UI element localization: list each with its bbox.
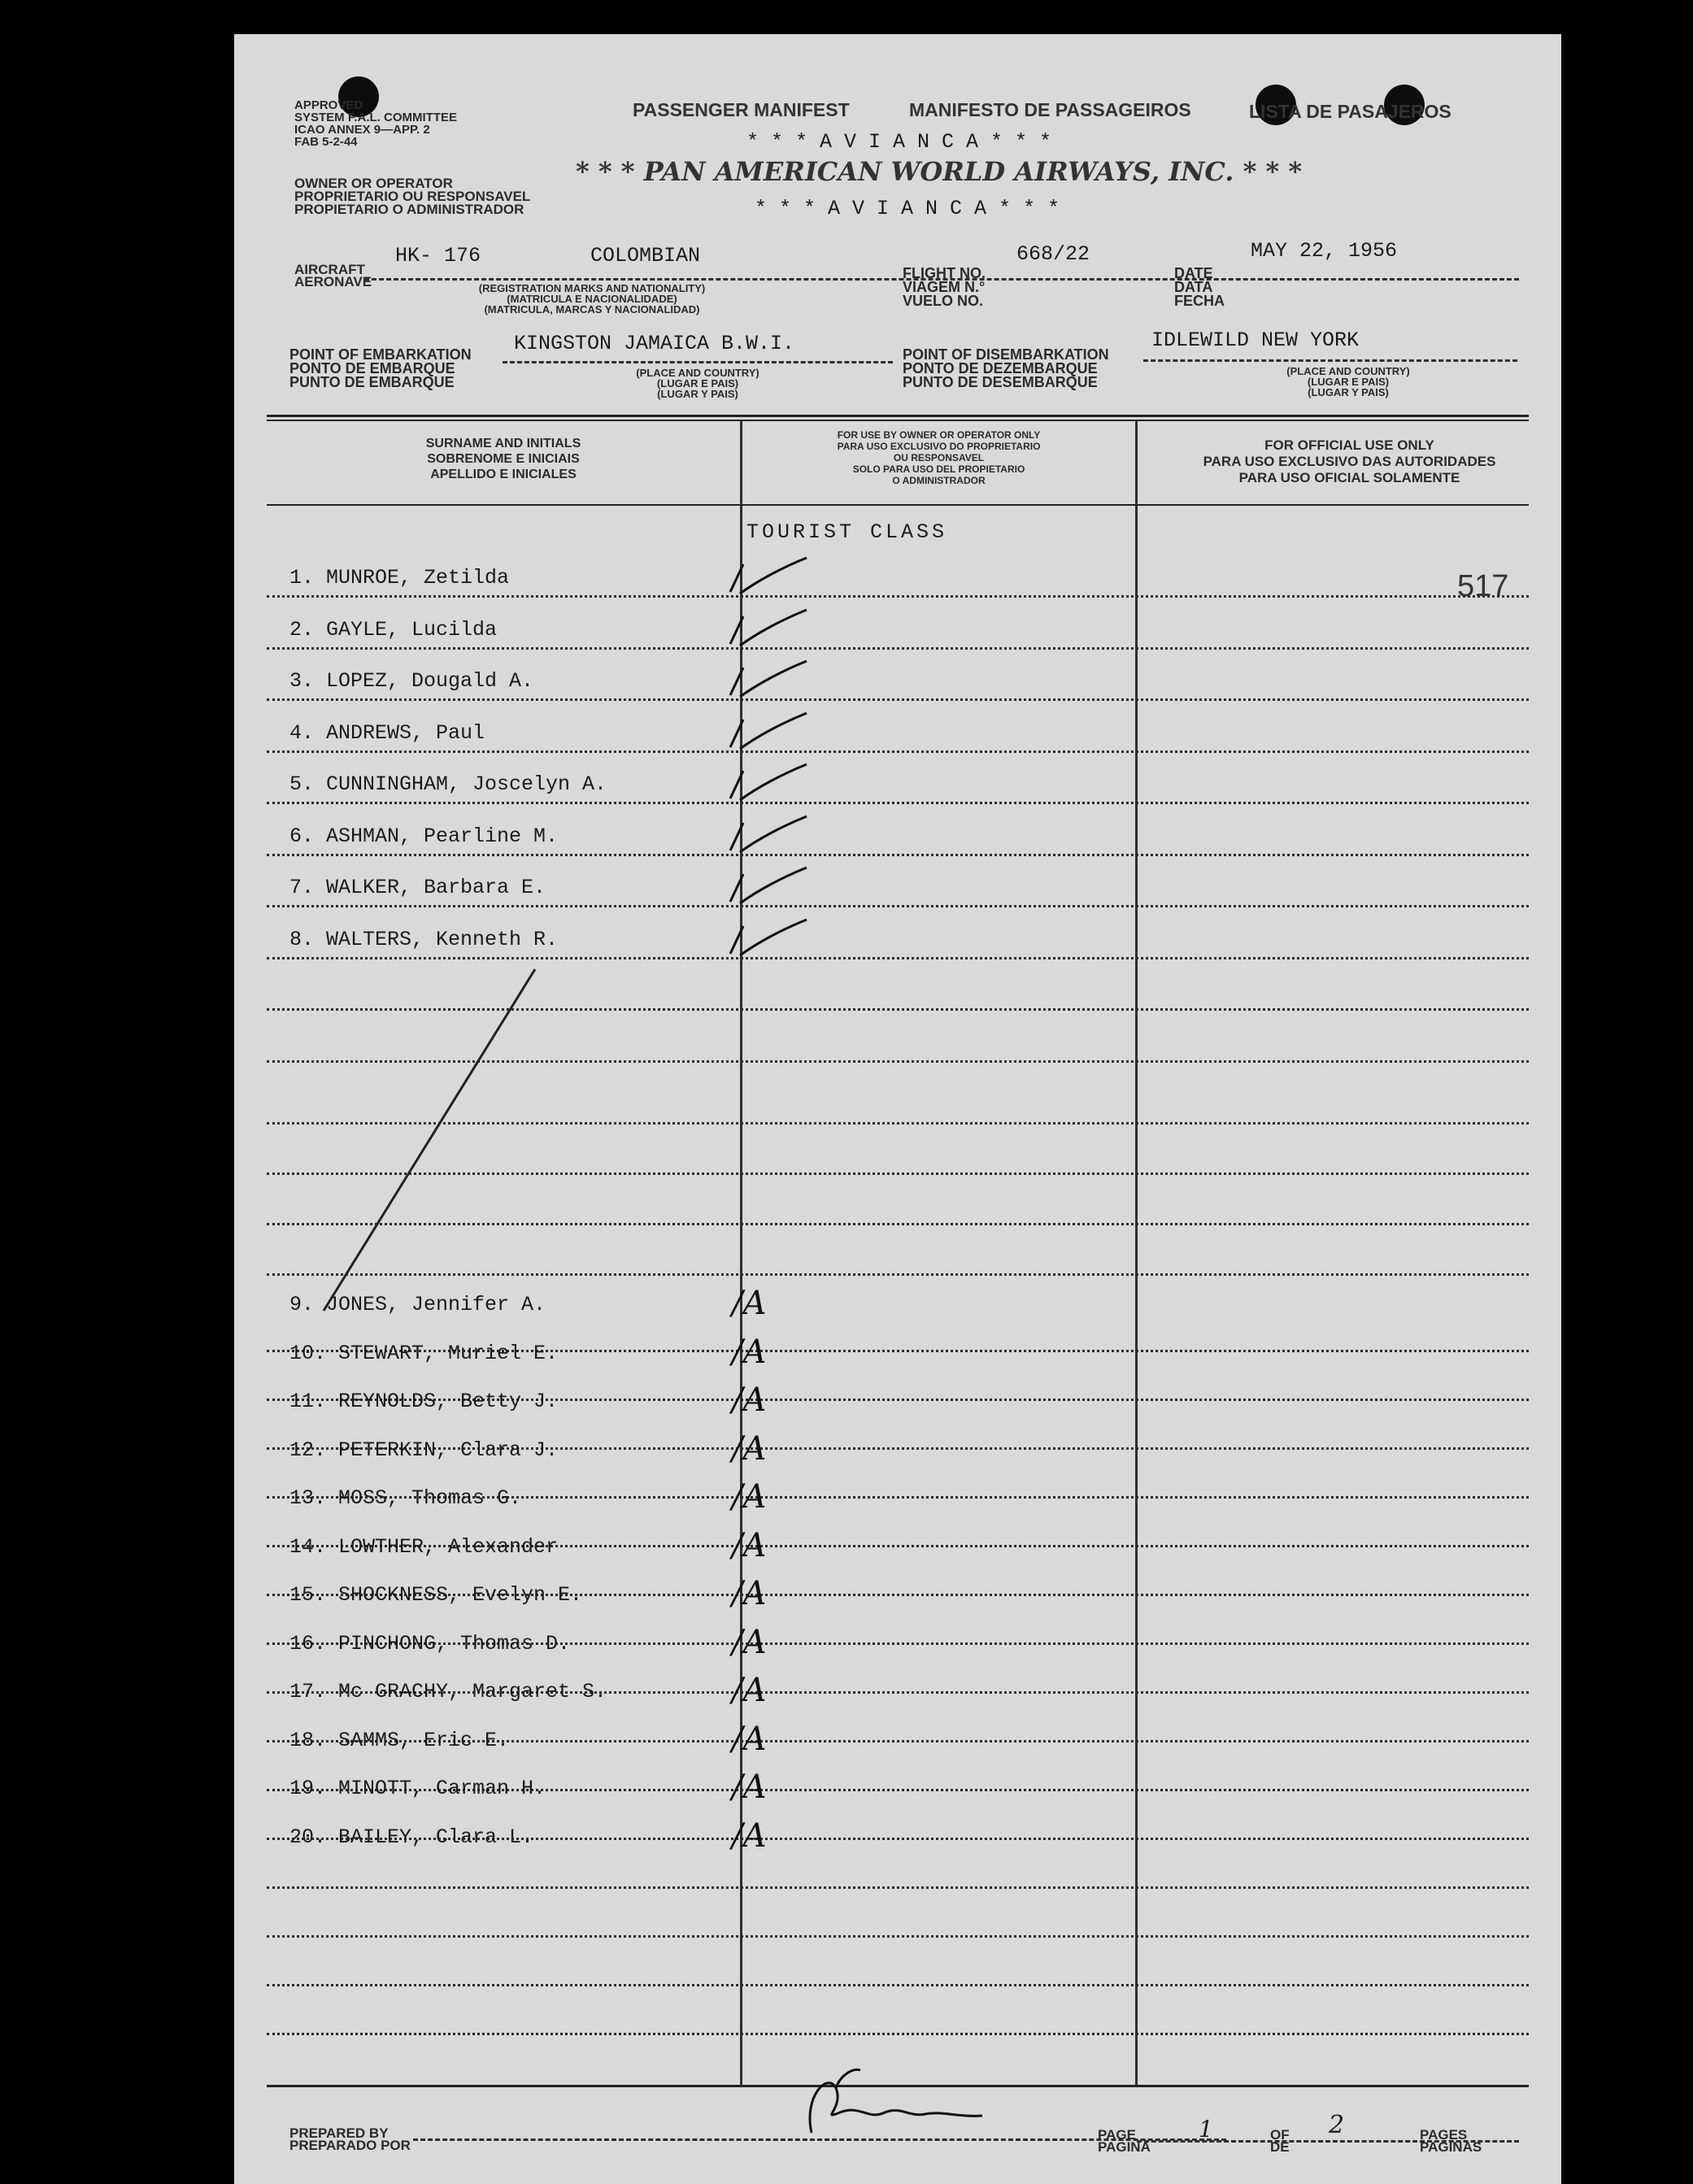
- official-number: 517: [1457, 569, 1509, 603]
- prepared-by-label: [289, 2127, 411, 2151]
- manifest-paper: [234, 34, 1561, 2184]
- passenger-name: 16. PINCHONG, Thomas D.: [289, 1631, 571, 1655]
- table-top-rule: [267, 415, 1529, 417]
- passenger-name: 15. SHOCKNESS, Evelyn E.: [289, 1583, 583, 1607]
- header-line: SURNAME AND INITIALS: [425, 437, 581, 450]
- passenger-row: [234, 1381, 1561, 1422]
- passenger-name: 17. Mc GRACHY, Margaret S.: [289, 1680, 607, 1703]
- owner-label: OWNER OR OPERATOR: [294, 176, 453, 191]
- header-line: PARA USO OFICIAL SOLAMENTE: [1238, 470, 1460, 485]
- passenger-row: [234, 1623, 1561, 1664]
- owner-mark: /A: [732, 1285, 767, 1322]
- table-top-rule-2: [267, 420, 1529, 421]
- passenger-name: 20. BAILEY, Clara L.: [289, 1825, 534, 1849]
- passenger-name: 14. LOWTHER, Alexander: [289, 1534, 559, 1559]
- owner-mark: /A: [732, 1575, 767, 1612]
- passenger-row: [234, 1526, 1561, 1568]
- aircraft-note: [470, 283, 714, 315]
- disembarkation-label-es: PUNTO DE DESEMBARQUE: [903, 374, 1098, 390]
- embarkation-label-pt: PONTO DE EMBARQUE: [289, 360, 455, 376]
- owner-mark: /A: [732, 1478, 767, 1516]
- disembarkation-underline: [1143, 359, 1517, 362]
- passenger-row: [234, 1575, 1561, 1616]
- owner-label: PROPRIETARIO OU RESPONSAVEL: [294, 189, 531, 204]
- disembarkation-note-line: (PLACE AND COUNTRY): [1286, 365, 1410, 377]
- flight-label-pt: VIAGEM N.°: [903, 279, 986, 295]
- owner-mark: /A: [732, 1720, 767, 1758]
- passenger-name: 1. MUNROE, Zetilda: [289, 566, 510, 590]
- owner-mark: /A: [732, 1333, 767, 1371]
- row-rule: [267, 1935, 1529, 1938]
- column-header-surname: [267, 436, 740, 482]
- pages-label-en: PAGES: [1420, 2127, 1468, 2143]
- passenger-row: [234, 618, 1561, 650]
- header-line: SOLO PARA USO DEL PROPIETARIO: [852, 463, 1025, 475]
- check-mark: [725, 556, 831, 597]
- embarkation-note: [608, 368, 787, 399]
- date-label-es: FECHA: [1174, 293, 1225, 309]
- disembarkation-label: [903, 348, 1109, 389]
- owner-mark: /A: [732, 1672, 767, 1709]
- of-label-es: DE: [1270, 2139, 1290, 2155]
- flight-label-es: VUELO NO.: [903, 293, 984, 309]
- approval-line: SYSTEM F.A.L. COMMITTEE: [294, 111, 458, 124]
- owner-operator-labels: [294, 177, 530, 216]
- pages-label-es: PAGINAS: [1420, 2139, 1482, 2155]
- disembarkation-label-en: POINT OF DISEMBARKATION: [903, 346, 1109, 363]
- title-lista: LISTA DE PASAJEROS: [1249, 101, 1451, 122]
- column-header-owner-use: [742, 429, 1135, 486]
- check-mark: [725, 608, 831, 649]
- title-passenger-manifest: PASSENGER MANIFEST: [633, 99, 850, 120]
- passenger-row: [234, 566, 1561, 598]
- owner-mark: /A: [732, 1816, 767, 1855]
- passenger-name: 5. CUNNINGHAM, Joscelyn A.: [289, 772, 607, 796]
- passenger-name: 19. MINOTT, Carman H.: [289, 1777, 546, 1800]
- owner-mark: /A: [732, 1429, 767, 1468]
- passenger-name: 10. STEWART, Muriel E.: [289, 1341, 559, 1365]
- passenger-row: [234, 1720, 1561, 1761]
- flight-number: 668/22: [1016, 242, 1090, 266]
- prepared-by-en: PREPARED BY: [289, 2125, 389, 2141]
- header-line: SOBRENOME E INICIAIS: [427, 452, 580, 466]
- date-label-pt: DATA: [1174, 279, 1213, 295]
- page-label-en: PAGE: [1098, 2127, 1136, 2143]
- header-line: O ADMINISTRADOR: [892, 475, 986, 486]
- disembarkation-note: [1259, 366, 1438, 398]
- passenger-name: 18. SAMMS, Eric E.: [289, 1728, 510, 1752]
- passenger-row: [234, 1769, 1561, 1809]
- date-label-en: DATE: [1174, 265, 1213, 281]
- aircraft-note-line: (MATRICULA E NACIONALIDADE): [507, 293, 677, 305]
- passenger-name: 6. ASHMAN, Pearline M.: [289, 824, 559, 848]
- passenger-row: [234, 669, 1561, 702]
- embarkation-note-line: (PLACE AND COUNTRY): [636, 367, 759, 379]
- flight-label-en: FLIGHT NO.: [903, 265, 986, 281]
- check-mark: [725, 763, 831, 803]
- page-number: 1: [1199, 2116, 1213, 2143]
- header-bottom-rule: [267, 504, 1529, 506]
- passenger-name: 4. ANDREWS, Paul: [289, 720, 485, 745]
- row-rule: [267, 1886, 1529, 1889]
- embarkation-label-en: POINT OF EMBARKATION: [289, 346, 472, 363]
- header-line: OU RESPONSAVEL: [893, 452, 985, 463]
- passenger-name: 2. GAYLE, Lucilda: [289, 617, 498, 642]
- check-mark: [725, 711, 831, 752]
- row-rule: [267, 2033, 1529, 2035]
- avianca-bottom: * * * A V I A N C A * * *: [755, 197, 1060, 220]
- approval-line: ICAO ANNEX 9—APP. 2: [294, 123, 430, 137]
- aircraft-note-line: (MATRICULA, MARCAS Y NACIONALIDAD): [484, 303, 700, 315]
- disembarkation-label-pt: PONTO DE DEZEMBARQUE: [903, 360, 1098, 376]
- aircraft-label-en: AIRCRAFT: [294, 262, 365, 277]
- passenger-row: [234, 1333, 1561, 1374]
- passenger-row: [234, 721, 1561, 754]
- passenger-row: [234, 1429, 1561, 1471]
- aircraft-note-line: (REGISTRATION MARKS AND NATIONALITY): [478, 282, 706, 294]
- aircraft-label-pt: AERONAVE: [294, 274, 372, 289]
- header-line: FOR USE BY OWNER OR OPERATOR ONLY: [837, 429, 1041, 441]
- flight-date: MAY 22, 1956: [1251, 239, 1398, 263]
- passenger-name: 11. REYNOLDS, Betty J.: [289, 1390, 559, 1413]
- owner-mark: /A: [732, 1381, 767, 1419]
- total-pages: 2: [1329, 2111, 1345, 2139]
- disembarkation-value: IDLEWILD NEW YORK: [1151, 328, 1360, 352]
- passenger-row: [234, 876, 1561, 908]
- passenger-row: [234, 1285, 1561, 1325]
- passenger-row: [234, 1672, 1561, 1712]
- passenger-name: 3. LOPEZ, Dougald A.: [289, 669, 534, 693]
- passenger-name: 8. WALTERS, Kenneth R.: [289, 927, 559, 951]
- embarkation-underline: [503, 361, 893, 363]
- embarkation-label: [289, 348, 472, 389]
- prepared-by-es: PREPARADO POR: [289, 2138, 411, 2153]
- cancellation-slash: [316, 961, 559, 1319]
- header-line: APELLIDO E INICIALES: [430, 468, 577, 481]
- approval-line: FAB 5-2-44: [294, 135, 358, 149]
- aircraft-label: [294, 263, 372, 288]
- passenger-row: [234, 824, 1561, 857]
- header-line: PARA USO EXCLUSIVO DAS AUTORIDADES: [1203, 454, 1496, 469]
- passenger-row: [234, 772, 1561, 805]
- aircraft-nationality: COLOMBIAN: [590, 244, 701, 268]
- passenger-row: [234, 1478, 1561, 1519]
- embarkation-note-line: (LUGAR Y PAIS): [657, 388, 738, 400]
- owner-mark: /A: [732, 1769, 767, 1806]
- passenger-name: 12. PETERKIN, Clara J.: [289, 1438, 559, 1462]
- embarkation-label-es: PUNTO DE EMBARQUE: [289, 374, 455, 390]
- check-mark: [725, 815, 831, 855]
- passenger-name: 7. WALKER, Barbara E.: [289, 876, 546, 899]
- check-mark: [725, 659, 831, 700]
- passenger-row: [234, 928, 1561, 960]
- page-label-es: PAGINA: [1098, 2139, 1151, 2155]
- disembarkation-note-line: (LUGAR E PAIS): [1307, 376, 1390, 388]
- embarkation-value: KINGSTON JAMAICA B.W.I.: [514, 332, 795, 355]
- avianca-top: * * * A V I A N C A * * *: [746, 130, 1052, 154]
- header-line: FOR OFFICIAL USE ONLY: [1264, 437, 1434, 453]
- owner-mark: /A: [732, 1526, 767, 1564]
- date-label: [1174, 267, 1225, 308]
- approval-block: [294, 99, 457, 148]
- aircraft-registration: HK- 176: [395, 244, 481, 268]
- company-name: * * * PAN AMERICAN WORLD AIRWAYS, INC. * * *: [576, 156, 1303, 187]
- class-label: TOURIST CLASS: [746, 520, 948, 544]
- disembarkation-note-line: (LUGAR Y PAIS): [1308, 386, 1389, 398]
- passenger-name: 9. JONES, Jennifer A.: [289, 1293, 546, 1316]
- passenger-name: 13. MOSS, Thomas G.: [289, 1486, 522, 1510]
- header-line: PARA USO EXCLUSIVO DO PROPRIETARIO: [837, 441, 1041, 452]
- embarkation-note-line: (LUGAR E PAIS): [656, 377, 739, 389]
- row-rule: [267, 1984, 1529, 1986]
- check-mark: [725, 866, 831, 907]
- owner-mark: /A: [732, 1623, 767, 1661]
- approval-line: APPROVED: [294, 98, 363, 112]
- flight-label: [903, 267, 986, 308]
- passenger-row: [234, 1816, 1561, 1858]
- column-header-official-use: [1138, 437, 1561, 486]
- check-mark: [725, 918, 831, 959]
- title-manifesto: MANIFESTO DE PASSAGEIROS: [909, 99, 1191, 120]
- page-underline: [1137, 2140, 1519, 2143]
- owner-label: PROPIETARIO O ADMINISTRADOR: [294, 202, 524, 217]
- of-label-en: OF: [1270, 2127, 1290, 2143]
- preparer-signature: [787, 2064, 990, 2145]
